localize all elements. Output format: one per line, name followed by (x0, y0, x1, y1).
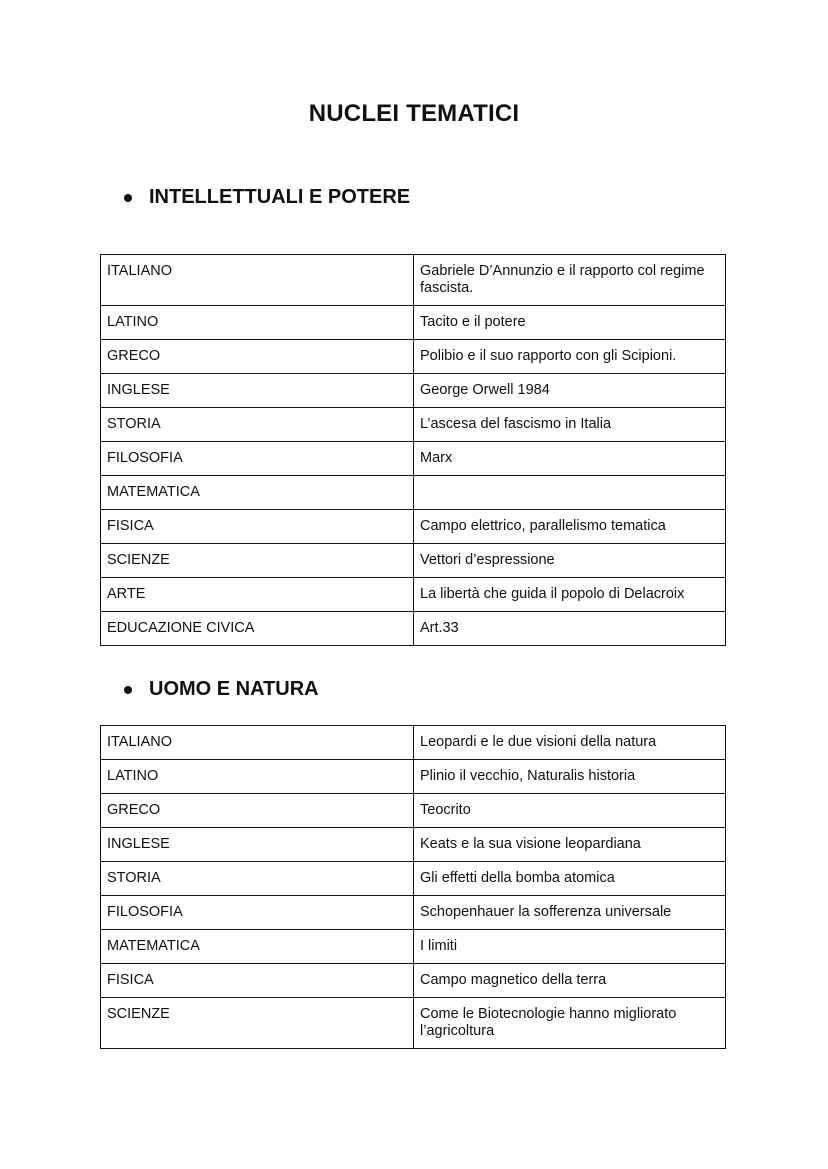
subject-cell: ARTE (101, 578, 414, 612)
topic-cell: Gli effetti della bomba atomica (414, 862, 726, 896)
table-row (101, 578, 726, 612)
topics-table-uomo-e-natura (100, 725, 726, 1049)
table-row (101, 510, 726, 544)
table-row (101, 612, 726, 646)
topic-cell (414, 476, 726, 510)
subject-cell: MATEMATICA (101, 476, 414, 510)
topics-table-body (101, 726, 726, 1049)
table-row (101, 306, 726, 340)
section-heading-label: UOMO E NATURA (149, 678, 319, 700)
bullet-icon (124, 194, 132, 202)
table-row (101, 442, 726, 476)
subject-cell: INGLESE (101, 374, 414, 408)
subject-cell: SCIENZE (101, 544, 414, 578)
topic-cell: Gabriele D’Annunzio e il rapporto col regime fascista. (414, 255, 726, 306)
table-row (101, 998, 726, 1049)
topics-table-intellettuali-e-potere (100, 254, 726, 646)
table-row (101, 255, 726, 306)
topic-cell: Campo magnetico della terra (414, 964, 726, 998)
section-heading-label: INTELLETTUALI E POTERE (149, 186, 411, 208)
topic-cell: La libertà che guida il popolo di Delacroix (414, 578, 726, 612)
section-heading-intellettuali-e-potere (124, 186, 410, 209)
topic-cell: Marx (414, 442, 726, 476)
table-row (101, 476, 726, 510)
topic-cell: Art.33 (414, 612, 726, 646)
table-row (101, 828, 726, 862)
table-row (101, 726, 726, 760)
topic-cell: Keats e la sua visione leopardiana (414, 828, 726, 862)
subject-cell: ITALIANO (101, 726, 414, 760)
table-row (101, 896, 726, 930)
topic-cell: Tacito e il potere (414, 306, 726, 340)
topics-table-body (101, 255, 726, 646)
topic-cell: Leopardi e le due visioni della natura (414, 726, 726, 760)
table-row (101, 930, 726, 964)
section-heading-uomo-e-natura (124, 678, 319, 701)
table-row (101, 760, 726, 794)
topic-cell: Vettori d’espressione (414, 544, 726, 578)
topic-cell: Campo elettrico, parallelismo tematica (414, 510, 726, 544)
table-row (101, 408, 726, 442)
topic-cell: Polibio e il suo rapporto con gli Scipioni. (414, 340, 726, 374)
subject-cell: GRECO (101, 794, 414, 828)
topic-cell: L’ascesa del fascismo in Italia (414, 408, 726, 442)
subject-cell: FILOSOFIA (101, 442, 414, 476)
subject-cell: LATINO (101, 306, 414, 340)
subject-cell: STORIA (101, 408, 414, 442)
bullet-icon (124, 686, 132, 694)
subject-cell: EDUCAZIONE CIVICA (101, 612, 414, 646)
topic-cell: Teocrito (414, 794, 726, 828)
topic-cell: Schopenhauer la sofferenza universale (414, 896, 726, 930)
topic-cell: Plinio il vecchio, Naturalis historia (414, 760, 726, 794)
table-row (101, 340, 726, 374)
subject-cell: STORIA (101, 862, 414, 896)
subject-cell: LATINO (101, 760, 414, 794)
subject-cell: GRECO (101, 340, 414, 374)
table-row (101, 794, 726, 828)
topic-cell: Come le Biotecnologie hanno migliorato l’agricoltura (414, 998, 726, 1049)
subject-cell: FISICA (101, 510, 414, 544)
topic-cell: I limiti (414, 930, 726, 964)
table-row (101, 964, 726, 998)
table-row (101, 374, 726, 408)
table-row (101, 544, 726, 578)
subject-cell: MATEMATICA (101, 930, 414, 964)
subject-cell: SCIENZE (101, 998, 414, 1049)
subject-cell: FILOSOFIA (101, 896, 414, 930)
page-title: NUCLEI TEMATICI (308, 100, 520, 127)
subject-cell: ITALIANO (101, 255, 414, 306)
topic-cell: George Orwell 1984 (414, 374, 726, 408)
table-row (101, 862, 726, 896)
subject-cell: FISICA (101, 964, 414, 998)
subject-cell: INGLESE (101, 828, 414, 862)
